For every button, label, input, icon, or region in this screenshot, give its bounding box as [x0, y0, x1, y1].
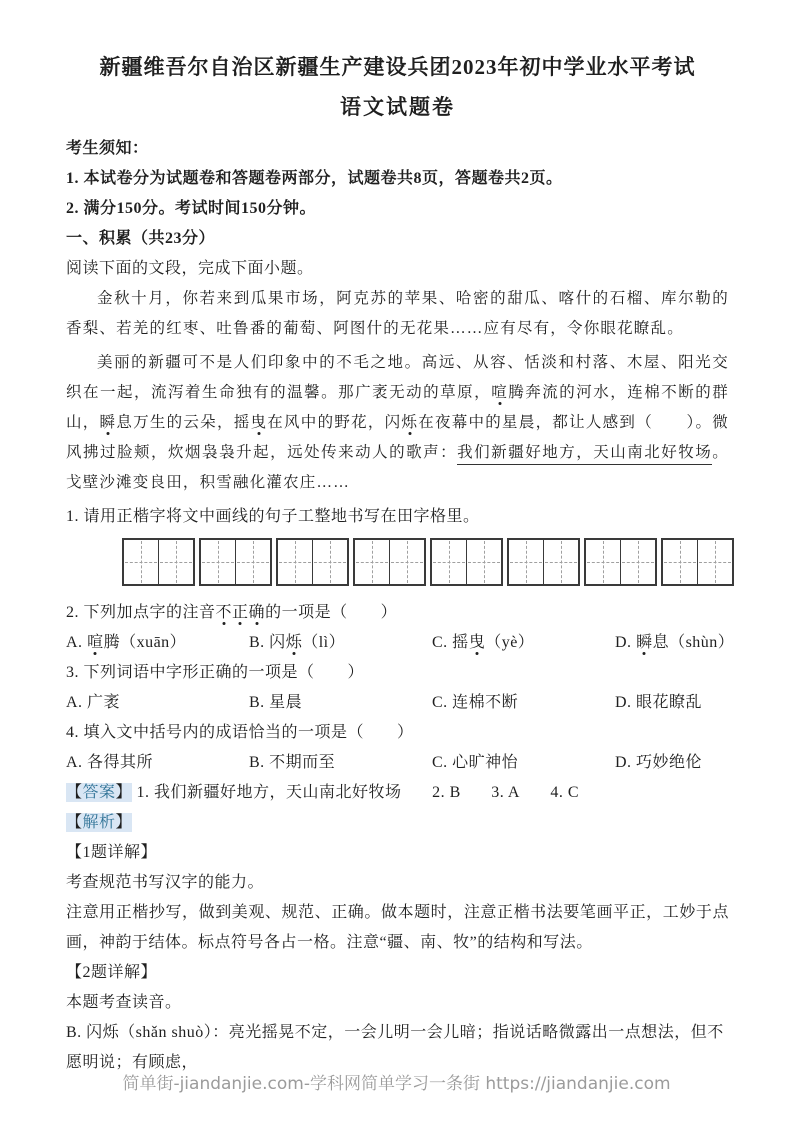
passage-paragraph-2: 美丽的新疆可不是人们印象中的不毛之地。高远、从容、恬淡和村落、木屋、阳光交织在一起，流泻着生命独有的温馨。那广袤无动的草原，喧腾奔流的河水，连棉不断的群山，瞬息万生的云朵，摇曳在风中的野花，闪烁在夜幕中的星晨，都让人感到（ ）。微风拂过脸颊，炊烟袅袅升起，远处传来动人的歌声：我们新疆好地方，天山南北好牧场。戈壁沙滩变良田，积雪融化灌农庄……: [66, 354, 730, 491]
question-2-options: [66, 628, 735, 658]
grid-block: [661, 538, 734, 586]
question-4-options: [66, 748, 729, 778]
grid-cell: [124, 540, 158, 584]
grid-cell: [312, 540, 347, 584]
question-3-stem: 3. 下列词语中字形正确的一项是（ ）: [66, 664, 365, 681]
grid-cell: [432, 540, 466, 584]
grid-cell: [201, 540, 235, 584]
question-2-option-a: A. 喧腾（xuān）: [66, 634, 187, 651]
grid-cell: [663, 540, 697, 584]
analysis-tag: 【解析】: [66, 814, 133, 831]
grid-cell: [389, 540, 424, 584]
question-4-option-c: C. 心旷神怡: [432, 754, 519, 771]
footer-credit: 简单街-jiandanjie.com-学科网简单学习一条街 https://jiandanjie.com: [122, 1074, 671, 1094]
page-title: 新疆维吾尔自治区新疆生产建设兵团2023年初中学业水平考试: [99, 55, 696, 79]
question-3-option-a: A. 广袤: [66, 694, 121, 711]
answer-item-4: 4. C: [550, 784, 580, 801]
passage-paragraph-1: 金秋十月，你若来到瓜果市场，阿克苏的苹果、哈密的甜瓜、喀什的石榴、库尔勒的香梨、若羌的红枣、吐鲁番的葡萄、阿图什的无花果……应有尽有，令你眼花瞭乱。: [66, 290, 729, 337]
question-1-stem: 1. 请用正楷字将文中画线的句子工整地书写在田字格里。: [66, 508, 480, 525]
tian-zi-grid: [122, 538, 729, 586]
grid-cell: [466, 540, 501, 584]
answer-item-3: 3. A: [491, 784, 520, 801]
grid-block: [122, 538, 195, 586]
question-2-option-c: C. 摇曳（yè）: [432, 634, 535, 651]
grid-cell: [620, 540, 655, 584]
detail-2-heading: 【2题详解】: [66, 964, 158, 981]
grid-cell: [235, 540, 270, 584]
answer-item-1: 1. 我们新疆好地方，天山南北好牧场: [136, 784, 402, 801]
grid-cell: [509, 540, 543, 584]
grid-cell: [158, 540, 193, 584]
question-3-option-c: C. 连棉不断: [432, 694, 519, 711]
grid-cell: [355, 540, 389, 584]
question-3-option-b: B. 星晨: [249, 694, 303, 711]
detail-1-line-1: 考查规范书写汉字的能力。: [66, 874, 265, 891]
answer-line: [66, 778, 729, 808]
grid-cell: [586, 540, 620, 584]
notice-heading: 考生须知：: [66, 140, 149, 157]
grid-block: [507, 538, 580, 586]
detail-1-heading: 【1题详解】: [66, 844, 158, 861]
question-4-option-a: A. 各得其所: [66, 754, 154, 771]
grid-block: [584, 538, 657, 586]
question-3-options: [66, 688, 729, 718]
page-subtitle: 语文试题卷: [340, 95, 455, 119]
grid-block: [430, 538, 503, 586]
grid-cell: [278, 540, 312, 584]
analysis-line: [66, 808, 729, 838]
grid-block: [199, 538, 272, 586]
passage-intro: 阅读下面的文段，完成下面小题。: [66, 260, 314, 277]
grid-cell: [697, 540, 732, 584]
notice-item-2: 2. 满分150分。考试时间150分钟。: [66, 200, 317, 217]
notice-item-1: 1. 本试卷分为试题卷和答题卷两部分，试题卷共8页，答题卷共2页。: [66, 170, 563, 187]
grid-block: [276, 538, 349, 586]
question-4-option-b: B. 不期而至: [249, 754, 336, 771]
answer-tag: 【答案】: [66, 784, 133, 801]
question-4-stem: 4. 填入文中括号内的成语恰当的一项是（ ）: [66, 724, 414, 741]
detail-2-line-1: 本题考查读音。: [66, 994, 182, 1011]
question-3-option-d: D. 眼花瞭乱: [615, 694, 703, 711]
question-4-option-d: D. 巧妙绝伦: [615, 754, 703, 771]
section-heading: 一、积累（共23分）: [66, 230, 216, 247]
answer-item-2: 2. B: [432, 784, 461, 801]
question-2-option-b: B. 闪烁（lì）: [249, 634, 346, 651]
grid-cell: [543, 540, 578, 584]
grid-block: [353, 538, 426, 586]
question-2-stem: 2. 下列加点字的注音不正确的一项是（ ）: [66, 604, 398, 621]
question-2-option-d: D. 瞬息（shùn）: [615, 634, 735, 651]
detail-1-line-2: 注意用正楷抄写，做到美观、规范、正确。做本题时，注意正楷书法要笔画平正，工妙于点画，神韵于结体。标点符号各占一格。注意“疆、南、牧”的结构和写法。: [66, 904, 729, 951]
detail-2-line-2: B. 闪烁（shǎn shuò）：亮光摇晃不定，一会儿明一会儿暗；指说话略微露出一点想法，但不愿明说；有顾虑，: [66, 1024, 724, 1071]
